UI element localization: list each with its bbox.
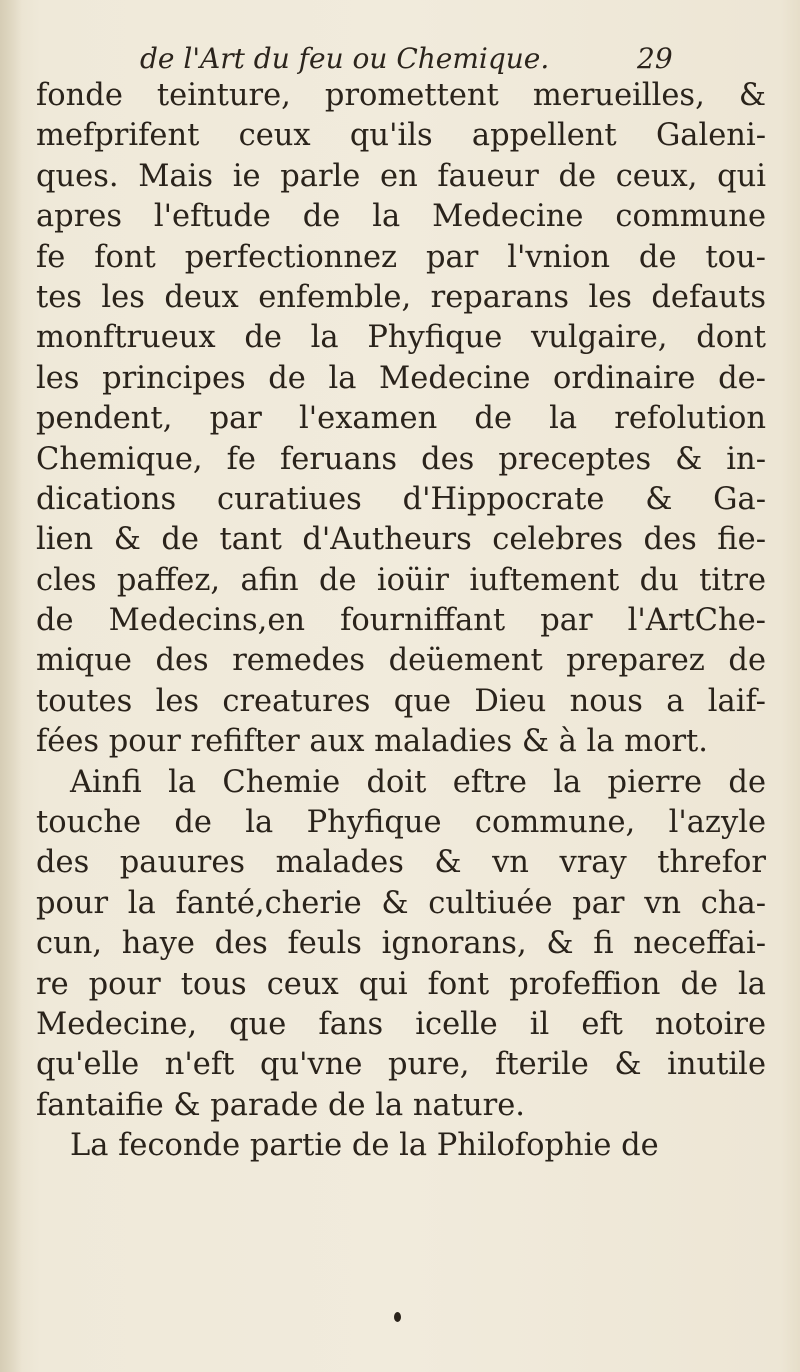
text-line: cles paffez, afin de ioüir iuftement du titre — [36, 562, 766, 598]
text-line: pour la fanté,cherie & cultiuée par vn cha- — [36, 885, 766, 921]
text-line: pendent, par l'examen de la refolution — [36, 401, 766, 437]
text-line: fées pour refifter aux maladies & à la mort. — [36, 724, 708, 760]
text-line: Medecine, que fans icelle il eft notoire — [36, 1006, 766, 1042]
text-line: fe font perfectionnez par l'vnion de tou- — [36, 239, 766, 275]
text-line: fonde teinture, promettent merueilles, & — [36, 78, 766, 113]
running-title: de l'Art du feu ou Chemique. — [140, 42, 550, 75]
text-line: qu'elle n'eft qu'vne pure, fterile & inutile — [36, 1047, 766, 1083]
gutter-shadow — [0, 0, 22, 1372]
text-line: lien & de tant d'Autheurs celebres des fie- — [36, 522, 766, 558]
text-line: apres l'eftude de la Medecine commune — [36, 199, 766, 235]
body-text — [36, 76, 766, 1167]
text-line: fantaifie & parade de la nature. — [36, 1087, 525, 1123]
text-line: ques. Mais ie parle en faueur de ceux, qui — [36, 158, 766, 194]
text-line: toutes les creatures que Dieu nous a laif- — [36, 683, 766, 719]
text-line: Chemique, fe feruans des preceptes & in- — [36, 441, 766, 477]
text-line: cun, haye des feuls ignorans, & fi neceffai- — [36, 926, 766, 962]
text-line: monftrueux de la Phyfique vulgaire, dont — [36, 320, 766, 356]
text-line: mique des remedes deüement preparez de — [36, 643, 766, 679]
text-line: de Medecins,en fourniffant par l'ArtChe- — [36, 603, 766, 639]
text-line: dications curatiues d'Hippocrate & Ga- — [36, 481, 766, 517]
text-line: les principes de la Medecine ordinaire de- — [36, 360, 766, 396]
text-line: Ainfi la Chemie doit eftre la pierre de — [70, 764, 766, 800]
text-line: re pour tous ceux qui font profeffion de la — [36, 966, 766, 1002]
text-line: La feconde partie de la Philofophie de — [70, 1128, 659, 1164]
text-line: touche de la Phyfique commune, l'azyle — [36, 805, 766, 841]
text-line: des pauures malades & vn vray threfor — [36, 845, 766, 881]
text-line: tes les deux enfemble, reparans les defauts — [36, 279, 766, 315]
text-line: mefprifent ceux qu'ils appellent Galeni- — [36, 118, 766, 154]
ink-dot — [394, 1312, 401, 1322]
page-number: 29 — [637, 42, 673, 75]
